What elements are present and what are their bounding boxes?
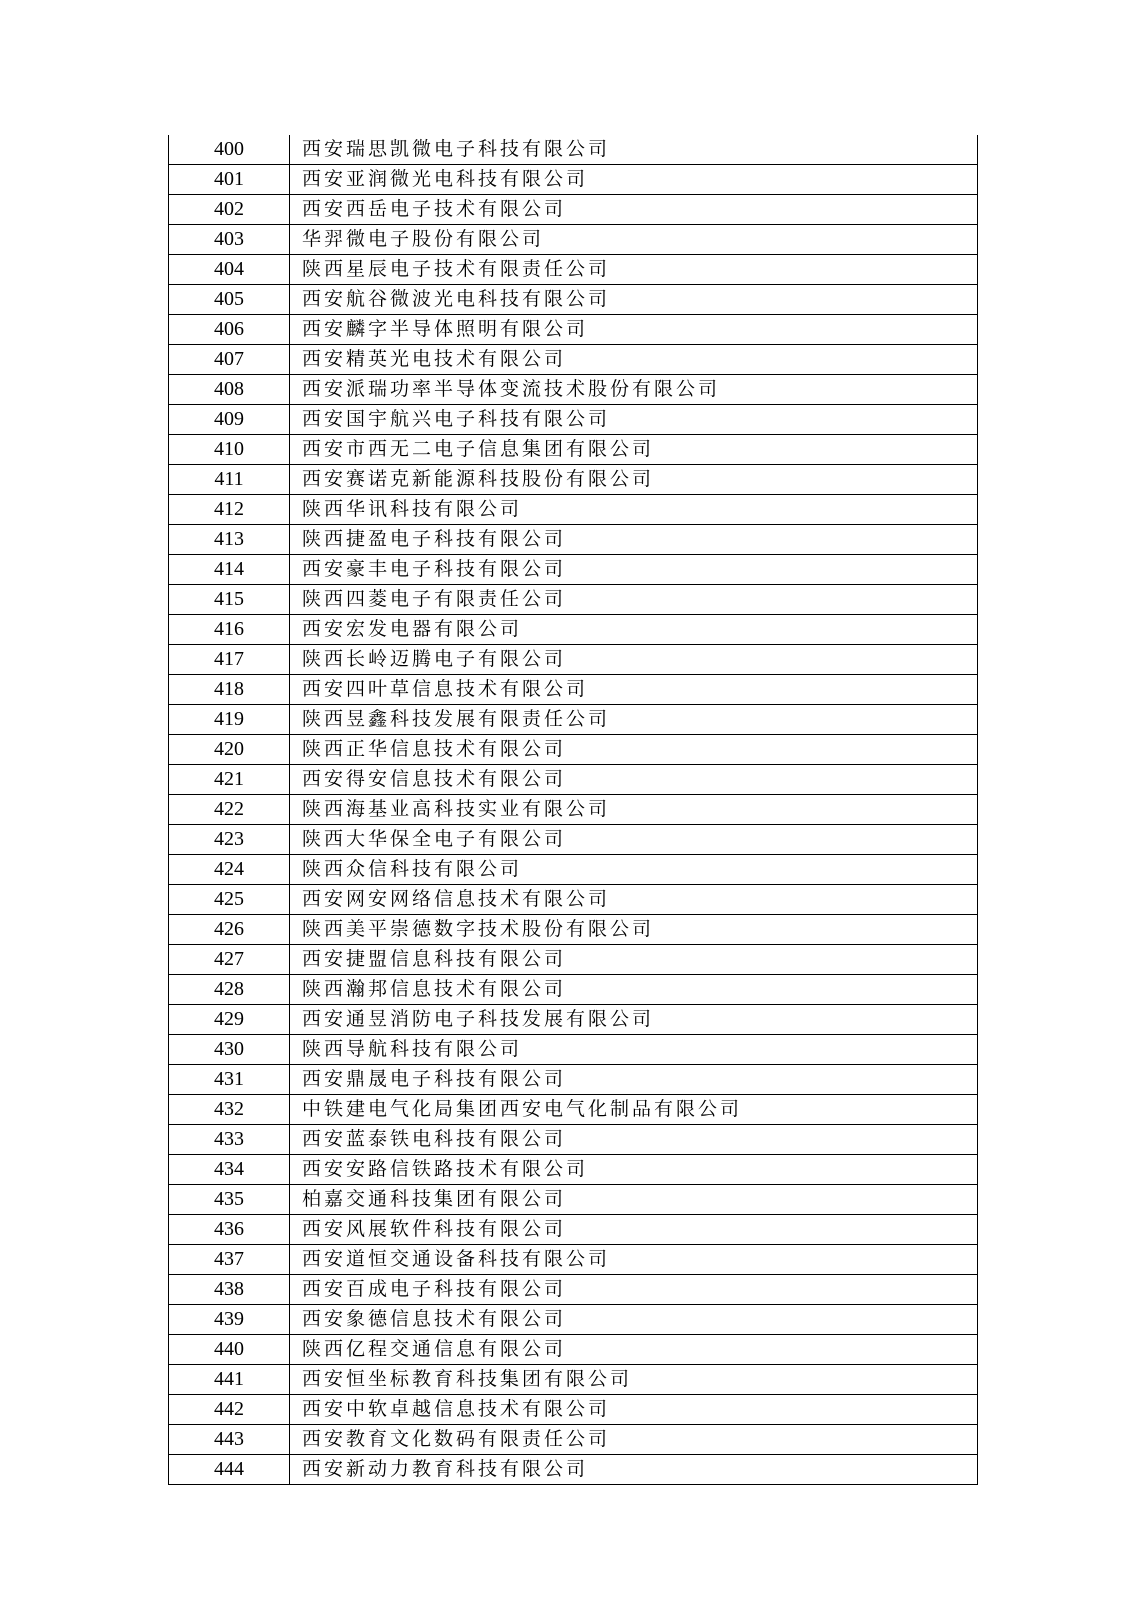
table-row bbox=[169, 1395, 978, 1425]
table-row bbox=[169, 1365, 978, 1395]
company-name-cell: 西安通昱消防电子科技发展有限公司 bbox=[290, 1005, 978, 1035]
row-number-cell: 403 bbox=[169, 225, 290, 255]
row-number-cell: 441 bbox=[169, 1365, 290, 1395]
company-name-cell: 西安蓝泰铁电科技有限公司 bbox=[290, 1125, 978, 1155]
table-row bbox=[169, 1125, 978, 1155]
table-row bbox=[169, 885, 978, 915]
table-row bbox=[169, 1095, 978, 1125]
company-name-cell: 西安四叶草信息技术有限公司 bbox=[290, 675, 978, 705]
table-body bbox=[169, 135, 978, 1485]
row-number-cell: 437 bbox=[169, 1245, 290, 1275]
row-number-cell: 444 bbox=[169, 1455, 290, 1485]
company-name-cell: 中铁建电气化局集团西安电气化制品有限公司 bbox=[290, 1095, 978, 1125]
company-name-cell: 华羿微电子股份有限公司 bbox=[290, 225, 978, 255]
table-row bbox=[169, 165, 978, 195]
row-number-cell: 427 bbox=[169, 945, 290, 975]
table-row bbox=[169, 465, 978, 495]
table-row bbox=[169, 915, 978, 945]
table-row bbox=[169, 495, 978, 525]
row-number-cell: 433 bbox=[169, 1125, 290, 1155]
table-row bbox=[169, 855, 978, 885]
row-number-cell: 423 bbox=[169, 825, 290, 855]
company-name-cell: 西安麟字半导体照明有限公司 bbox=[290, 315, 978, 345]
row-number-cell: 440 bbox=[169, 1335, 290, 1365]
company-name-cell: 西安豪丰电子科技有限公司 bbox=[290, 555, 978, 585]
table-row bbox=[169, 345, 978, 375]
company-name-cell: 西安风展软件科技有限公司 bbox=[290, 1215, 978, 1245]
row-number-cell: 425 bbox=[169, 885, 290, 915]
company-name-cell: 陕西华讯科技有限公司 bbox=[290, 495, 978, 525]
company-name-cell: 陕西大华保全电子有限公司 bbox=[290, 825, 978, 855]
table-row bbox=[169, 225, 978, 255]
company-name-cell: 西安精英光电技术有限公司 bbox=[290, 345, 978, 375]
company-name-cell: 西安宏发电器有限公司 bbox=[290, 615, 978, 645]
company-name-cell: 西安教育文化数码有限责任公司 bbox=[290, 1425, 978, 1455]
row-number-cell: 416 bbox=[169, 615, 290, 645]
row-number-cell: 431 bbox=[169, 1065, 290, 1095]
row-number-cell: 404 bbox=[169, 255, 290, 285]
row-number-cell: 415 bbox=[169, 585, 290, 615]
table-row bbox=[169, 135, 978, 165]
company-name-cell: 西安道恒交通设备科技有限公司 bbox=[290, 1245, 978, 1275]
company-name-cell: 西安国宇航兴电子科技有限公司 bbox=[290, 405, 978, 435]
row-number-cell: 410 bbox=[169, 435, 290, 465]
company-name-cell: 西安象德信息技术有限公司 bbox=[290, 1305, 978, 1335]
company-name-cell: 陕西海基业高科技实业有限公司 bbox=[290, 795, 978, 825]
row-number-cell: 434 bbox=[169, 1155, 290, 1185]
table-row bbox=[169, 1335, 978, 1365]
row-number-cell: 414 bbox=[169, 555, 290, 585]
row-number-cell: 413 bbox=[169, 525, 290, 555]
company-name-cell: 西安新动力教育科技有限公司 bbox=[290, 1455, 978, 1485]
table-row bbox=[169, 1185, 978, 1215]
company-name-cell: 柏嘉交通科技集团有限公司 bbox=[290, 1185, 978, 1215]
table-row bbox=[169, 825, 978, 855]
table-row bbox=[169, 525, 978, 555]
table-row bbox=[169, 585, 978, 615]
company-name-cell: 陕西瀚邦信息技术有限公司 bbox=[290, 975, 978, 1005]
table-row bbox=[169, 1245, 978, 1275]
table-row bbox=[169, 1035, 978, 1065]
company-name-cell: 陕西四菱电子有限责任公司 bbox=[290, 585, 978, 615]
table-row bbox=[169, 255, 978, 285]
table-row bbox=[169, 375, 978, 405]
table-row bbox=[169, 975, 978, 1005]
company-name-cell: 西安网安网络信息技术有限公司 bbox=[290, 885, 978, 915]
table-row bbox=[169, 1455, 978, 1485]
row-number-cell: 400 bbox=[169, 135, 290, 165]
table-row bbox=[169, 675, 978, 705]
table-row bbox=[169, 435, 978, 465]
row-number-cell: 436 bbox=[169, 1215, 290, 1245]
company-name-cell: 陕西星辰电子技术有限责任公司 bbox=[290, 255, 978, 285]
row-number-cell: 421 bbox=[169, 765, 290, 795]
company-name-cell: 西安瑞思凯微电子科技有限公司 bbox=[290, 135, 978, 165]
company-name-cell: 西安恒坐标教育科技集团有限公司 bbox=[290, 1365, 978, 1395]
table-row bbox=[169, 555, 978, 585]
company-name-cell: 西安安路信铁路技术有限公司 bbox=[290, 1155, 978, 1185]
company-name-cell: 陕西昱鑫科技发展有限责任公司 bbox=[290, 705, 978, 735]
table-row bbox=[169, 1155, 978, 1185]
company-list-table-container bbox=[168, 135, 977, 1485]
row-number-cell: 429 bbox=[169, 1005, 290, 1035]
row-number-cell: 428 bbox=[169, 975, 290, 1005]
company-name-cell: 西安百成电子科技有限公司 bbox=[290, 1275, 978, 1305]
company-name-cell: 西安亚润微光电科技有限公司 bbox=[290, 165, 978, 195]
table-row bbox=[169, 705, 978, 735]
row-number-cell: 430 bbox=[169, 1035, 290, 1065]
company-name-cell: 陕西亿程交通信息有限公司 bbox=[290, 1335, 978, 1365]
row-number-cell: 408 bbox=[169, 375, 290, 405]
row-number-cell: 411 bbox=[169, 465, 290, 495]
table-row bbox=[169, 945, 978, 975]
company-name-cell: 西安赛诺克新能源科技股份有限公司 bbox=[290, 465, 978, 495]
table-row bbox=[169, 405, 978, 435]
table-row bbox=[169, 1425, 978, 1455]
row-number-cell: 412 bbox=[169, 495, 290, 525]
company-name-cell: 陕西众信科技有限公司 bbox=[290, 855, 978, 885]
row-number-cell: 405 bbox=[169, 285, 290, 315]
row-number-cell: 432 bbox=[169, 1095, 290, 1125]
table-row bbox=[169, 645, 978, 675]
row-number-cell: 401 bbox=[169, 165, 290, 195]
company-name-cell: 陕西导航科技有限公司 bbox=[290, 1035, 978, 1065]
row-number-cell: 409 bbox=[169, 405, 290, 435]
company-name-cell: 陕西长岭迈腾电子有限公司 bbox=[290, 645, 978, 675]
row-number-cell: 407 bbox=[169, 345, 290, 375]
company-name-cell: 西安得安信息技术有限公司 bbox=[290, 765, 978, 795]
company-name-cell: 西安派瑞功率半导体变流技术股份有限公司 bbox=[290, 375, 978, 405]
table-row bbox=[169, 615, 978, 645]
row-number-cell: 443 bbox=[169, 1425, 290, 1455]
company-name-cell: 西安市西无二电子信息集团有限公司 bbox=[290, 435, 978, 465]
row-number-cell: 422 bbox=[169, 795, 290, 825]
row-number-cell: 406 bbox=[169, 315, 290, 345]
company-name-cell: 陕西正华信息技术有限公司 bbox=[290, 735, 978, 765]
table-row bbox=[169, 765, 978, 795]
row-number-cell: 424 bbox=[169, 855, 290, 885]
table-row bbox=[169, 1305, 978, 1335]
row-number-cell: 426 bbox=[169, 915, 290, 945]
company-name-cell: 陕西美平崇德数字技术股份有限公司 bbox=[290, 915, 978, 945]
company-name-cell: 西安西岳电子技术有限公司 bbox=[290, 195, 978, 225]
table-row bbox=[169, 1005, 978, 1035]
row-number-cell: 418 bbox=[169, 675, 290, 705]
row-number-cell: 402 bbox=[169, 195, 290, 225]
row-number-cell: 442 bbox=[169, 1395, 290, 1425]
company-list-table bbox=[168, 135, 978, 1485]
row-number-cell: 438 bbox=[169, 1275, 290, 1305]
table-row bbox=[169, 735, 978, 765]
company-name-cell: 西安中软卓越信息技术有限公司 bbox=[290, 1395, 978, 1425]
row-number-cell: 417 bbox=[169, 645, 290, 675]
company-name-cell: 陕西捷盈电子科技有限公司 bbox=[290, 525, 978, 555]
table-row bbox=[169, 1215, 978, 1245]
table-row bbox=[169, 315, 978, 345]
row-number-cell: 420 bbox=[169, 735, 290, 765]
table-row bbox=[169, 195, 978, 225]
table-row bbox=[169, 1275, 978, 1305]
row-number-cell: 435 bbox=[169, 1185, 290, 1215]
table-row bbox=[169, 285, 978, 315]
table-row bbox=[169, 1065, 978, 1095]
row-number-cell: 419 bbox=[169, 705, 290, 735]
row-number-cell: 439 bbox=[169, 1305, 290, 1335]
company-name-cell: 西安鼎晟电子科技有限公司 bbox=[290, 1065, 978, 1095]
table-row bbox=[169, 795, 978, 825]
company-name-cell: 西安航谷微波光电科技有限公司 bbox=[290, 285, 978, 315]
company-name-cell: 西安捷盟信息科技有限公司 bbox=[290, 945, 978, 975]
